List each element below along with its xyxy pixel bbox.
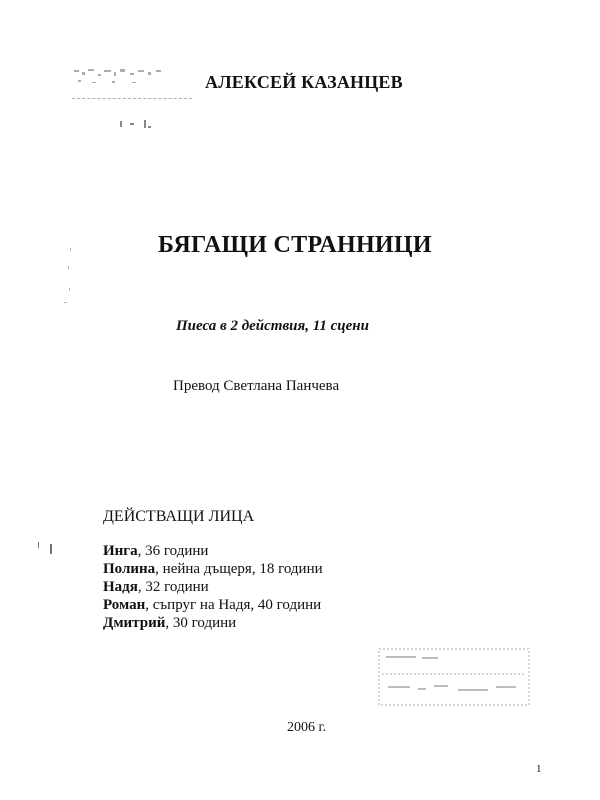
cast-description: , 32 години	[137, 579, 209, 595]
translation-credit: Превод Светлана Панчева	[173, 378, 340, 394]
cast-name: Инга	[103, 543, 138, 559]
page-number: 1	[536, 763, 542, 775]
stamp-box	[378, 648, 538, 710]
scan-artifact-left-mid	[36, 540, 60, 558]
play-title: БЯГАЩИ СТРАННИЦИ	[158, 232, 432, 258]
cast-entry	[103, 596, 323, 614]
cast-name: Надя	[103, 579, 138, 595]
cast-description: , 36 години	[137, 543, 209, 559]
cast-description: , 30 години	[165, 615, 237, 631]
cast-name: Дмитрий	[103, 615, 166, 631]
cast-name: Полина	[103, 561, 156, 577]
scan-artifact-small-mark	[118, 118, 158, 132]
cast-description: , съпруг на Надя, 40 години	[145, 597, 322, 613]
play-subtitle: Пиеса в 2 действия, 11 сцени	[176, 318, 369, 334]
cast-name: Роман	[103, 597, 146, 613]
cast-entry	[103, 578, 323, 596]
publication-year: 2006 г.	[287, 720, 327, 735]
scan-artifact-rule	[72, 98, 192, 100]
scan-artifact-top-left	[72, 66, 164, 94]
author-name: АЛЕКСЕЙ КАЗАНЦЕВ	[205, 72, 403, 92]
cast-description: , нейна дъщеря, 18 години	[155, 561, 323, 577]
cast-list	[103, 542, 323, 632]
scan-artifact-left-ticks	[60, 244, 80, 324]
cast-heading: ДЕЙСТВАЩИ ЛИЦА	[103, 508, 255, 525]
cast-entry	[103, 614, 323, 632]
cast-entry	[103, 542, 323, 560]
cast-entry	[103, 560, 323, 578]
